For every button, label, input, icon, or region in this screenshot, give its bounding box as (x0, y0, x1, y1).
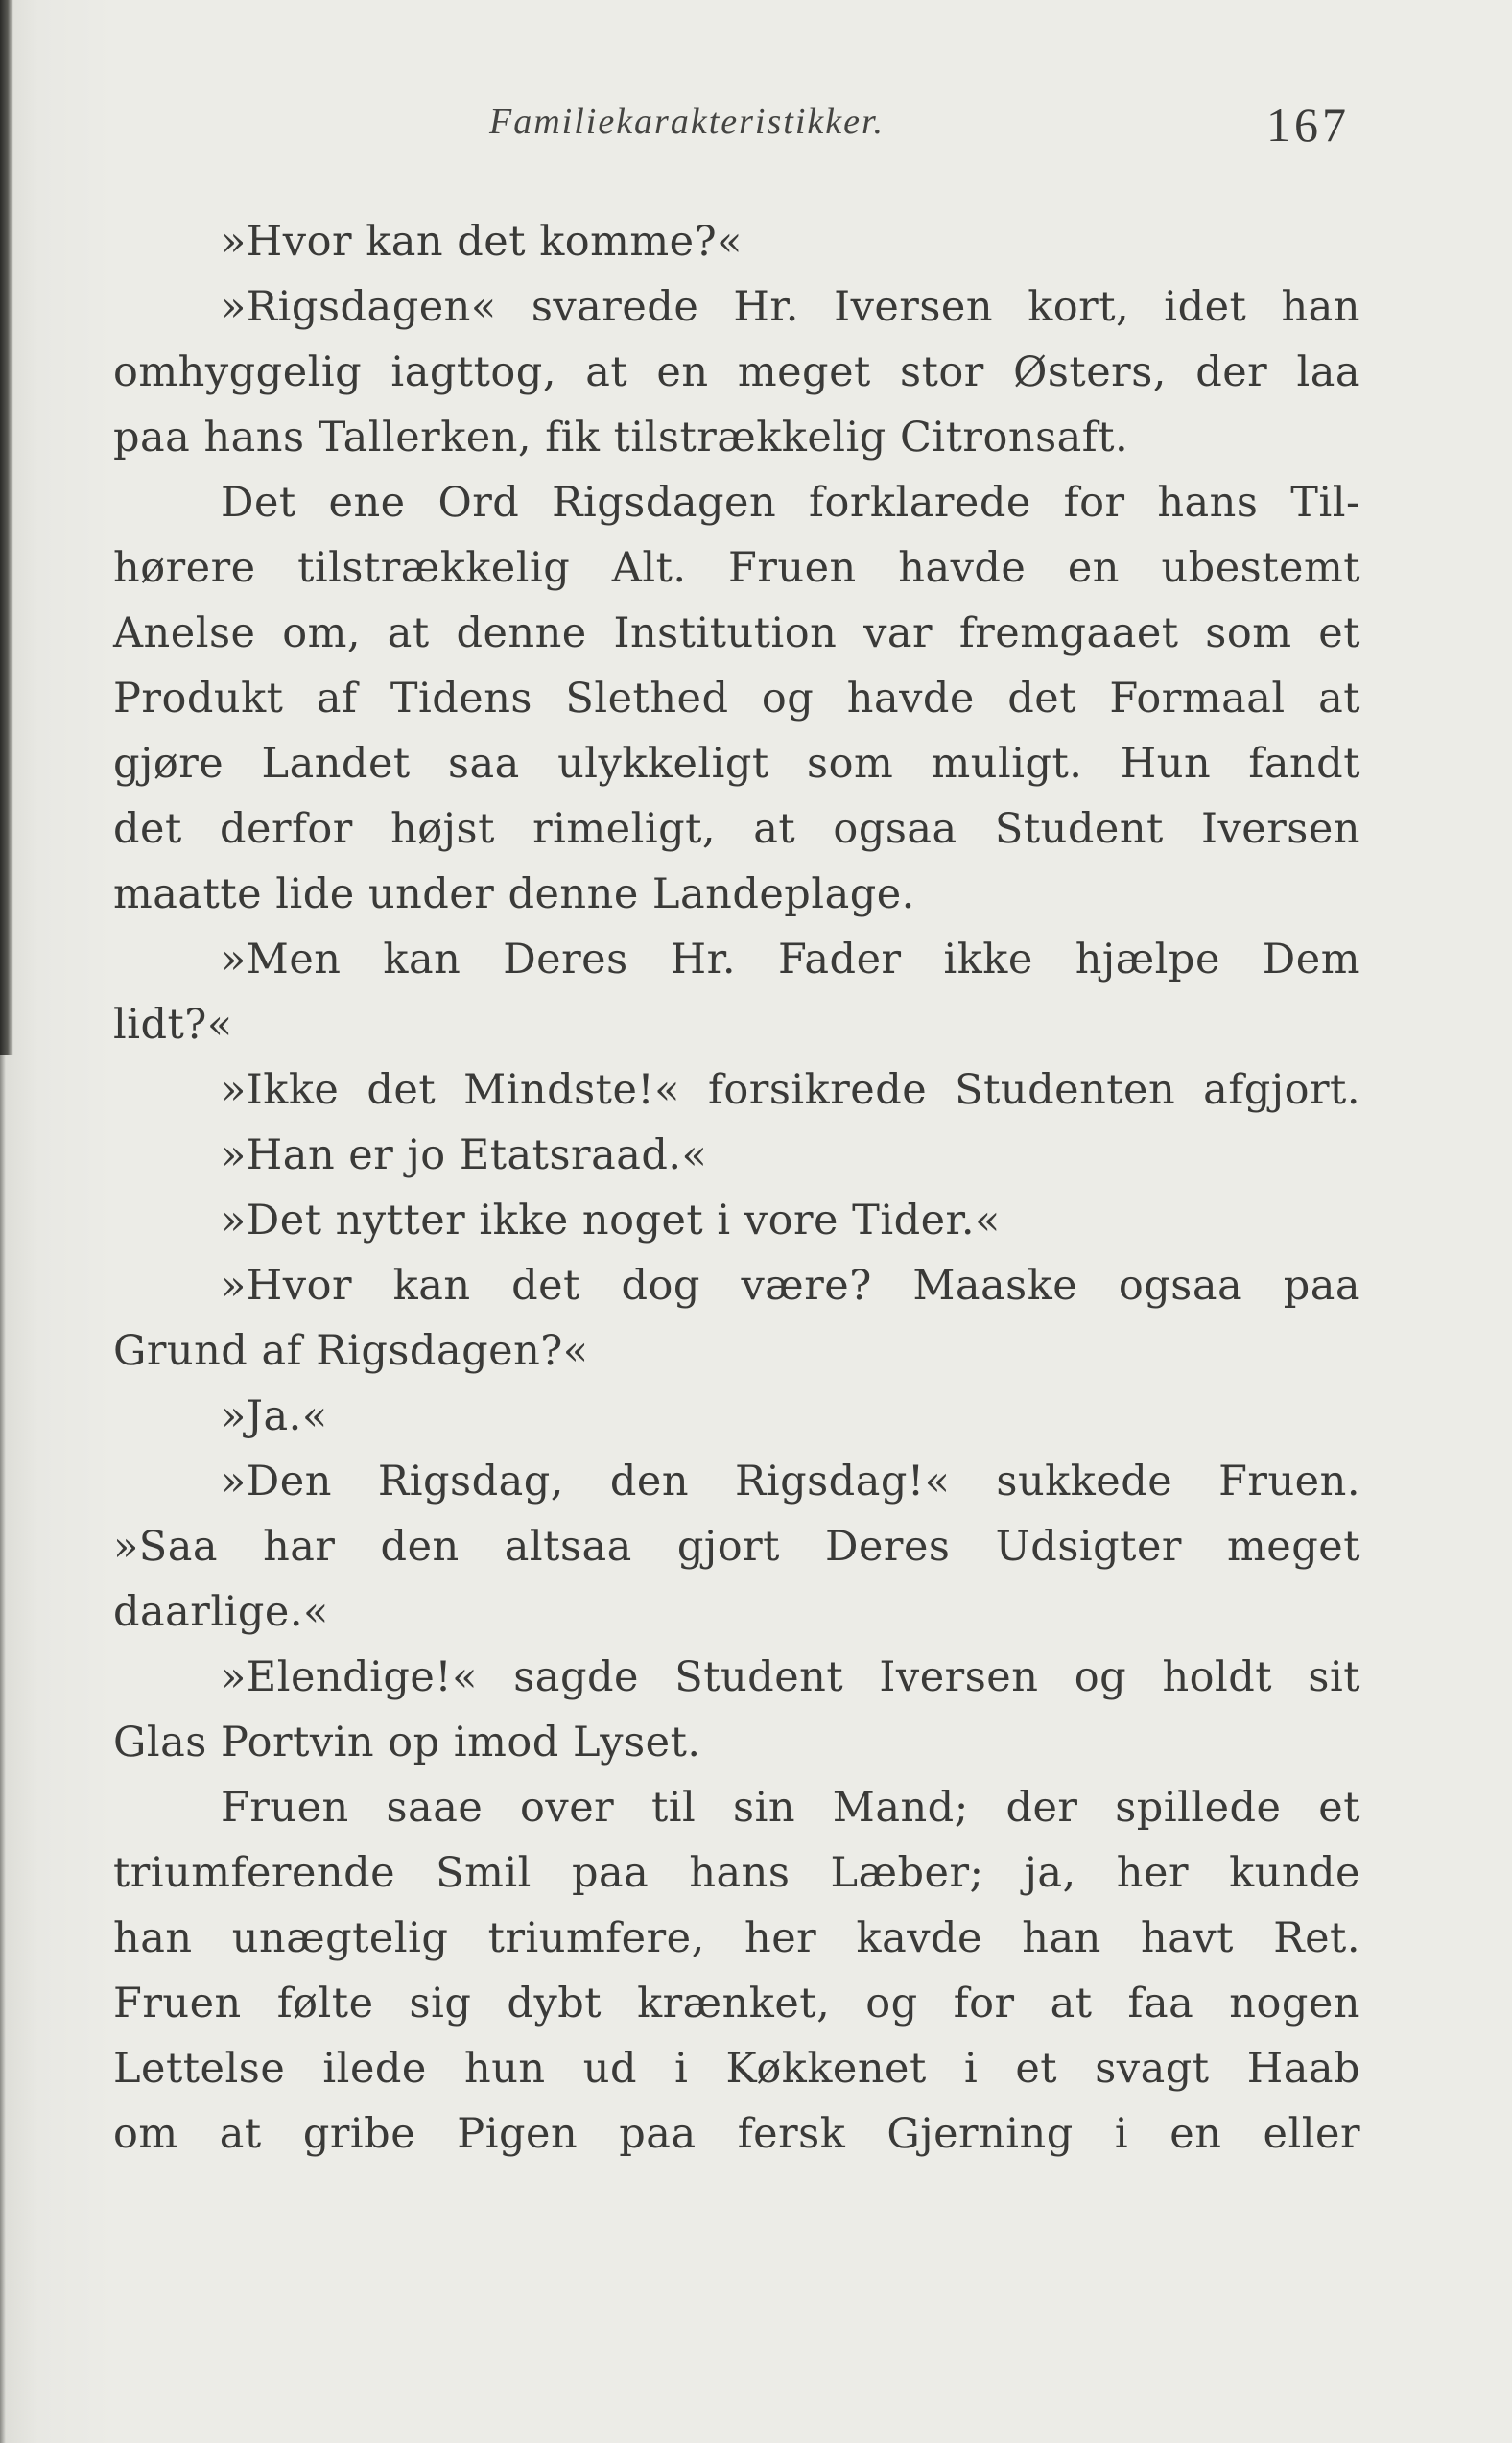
text-line: Produkt af Tidens Slethed og havde det Formaal at (113, 675, 1360, 723)
text-line: daarlige.« (113, 1588, 329, 1636)
text-line: Anelse om, at denne Institution var fremgaaet som et (113, 609, 1360, 657)
page-number: 167 (1266, 98, 1350, 152)
text-line: »Ja.« (221, 1392, 328, 1440)
text-line: »Den Rigsdag, den Rigsdag!« sukkede Fruen. (221, 1458, 1360, 1506)
text-line: »Elendige!« sagde Student Iversen og holdt sit (221, 1653, 1360, 1701)
text-line: lidt?« (113, 1001, 233, 1049)
text-line: »Rigsdagen« svarede Hr. Iversen kort, idet han (221, 283, 1360, 331)
text-line: det derfor højst rimeligt, at ogsaa Student Iversen (113, 805, 1360, 853)
text-line: »Hvor kan det dog være? Maaske ogsaa paa (221, 1262, 1360, 1310)
text-line: omhyggelig iagttog, at en meget stor Østers, der laa (113, 348, 1360, 396)
text-line: han unægtelig triumfere, her kavde han havt Ret. (113, 1914, 1360, 1962)
text-line: Lettelse ilede hun ud i Køkkenet i et svagt Haab (113, 2045, 1360, 2093)
text-line: Fruen saae over til sin Mand; der spillede et (221, 1784, 1360, 1832)
text-line: hørere tilstrækkelig Alt. Fruen havde en ubestemt (113, 544, 1360, 592)
text-line: »Det nytter ikke noget i vore Tider.« (221, 1197, 1001, 1245)
text-line: »Hvor kan det komme?« (221, 218, 743, 266)
text-line: Fruen følte sig dybt krænket, og for at faa nogen (113, 1980, 1360, 2028)
text-line: triumferende Smil paa hans Læber; ja, her kunde (113, 1849, 1360, 1897)
text-line: »Saa har den altsaa gjort Deres Udsigter meget (113, 1523, 1360, 1571)
running-head (0, 98, 1512, 158)
text-line: gjøre Landet saa ulykkeligt som muligt. Hun fandt (113, 740, 1360, 788)
page-binding-edge (0, 0, 13, 1055)
text-line: Grund af Rigsdagen?« (113, 1327, 589, 1375)
text-line: paa hans Tallerken, fik tilstrækkelig Citronsaft. (113, 414, 1129, 462)
text-line: Glas Portvin op imod Lyset. (113, 1719, 701, 1767)
running-title: Familiekarakteristikker. (489, 102, 886, 142)
text-line: Det ene Ord Rigsdagen forklarede for hans Til- (221, 479, 1360, 527)
text-line: »Han er jo Etatsraad.« (221, 1131, 708, 1179)
page-binding-shadow (0, 1055, 6, 2443)
text-line: »Men kan Deres Hr. Fader ikke hjælpe Dem (221, 936, 1360, 984)
text-line: om at gribe Pigen paa fersk Gjerning i en eller (113, 2110, 1360, 2158)
body-text (113, 209, 1360, 2167)
text-line: »Ikke det Mindste!« forsikrede Studenten afgjort. (221, 1066, 1360, 1114)
text-line: maatte lide under denne Landeplage. (113, 870, 915, 918)
